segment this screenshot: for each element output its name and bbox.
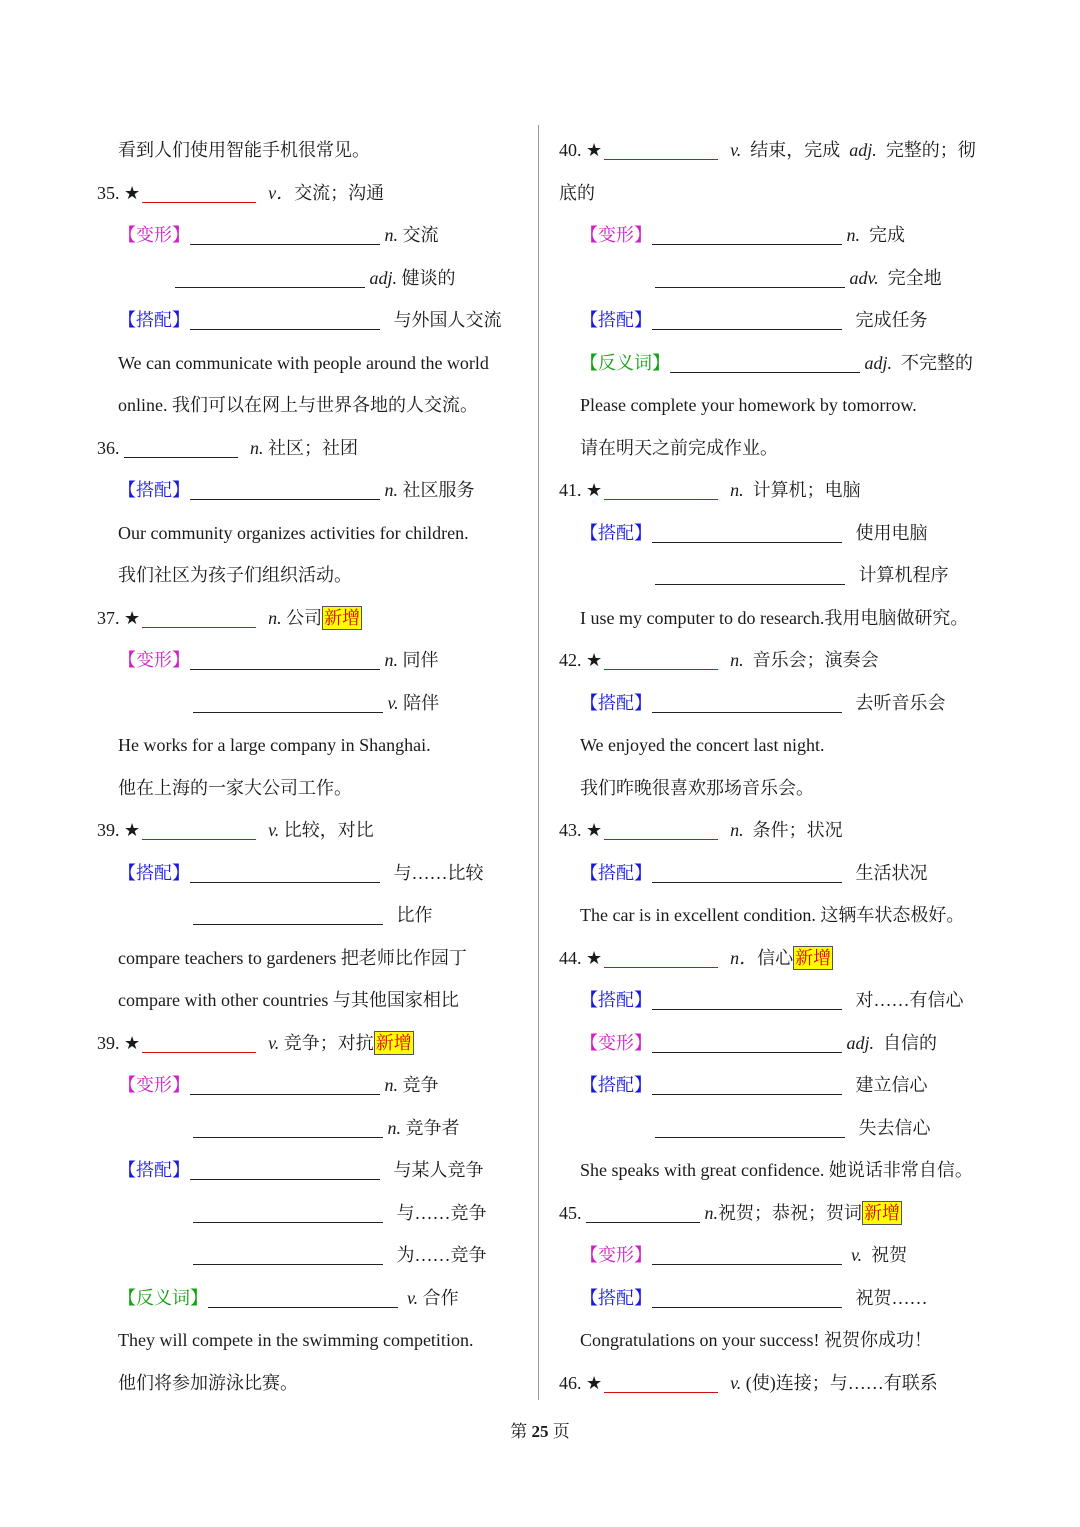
answer-blank[interactable] xyxy=(604,1370,718,1393)
answer-blank[interactable] xyxy=(190,222,380,245)
tag-variant: 【变形】 xyxy=(580,1032,652,1053)
new-badge: 新增 xyxy=(864,1202,900,1223)
answer-blank[interactable] xyxy=(652,690,842,713)
right-column: 40. ★ v. 结束，完成 adj. 完整的；彻 底的 【变形】 n. 完成 adv. 完全地 【搭配】 完成任务 【反义词】 adj. 不完整的 Please complete your homework by tomorrow. 请在明天之前完成作业。 41. ★ n. 计算机；电脑 【搭配】 使用电脑 计算机程序 I use my computer to do research.我用电脑做研究。 42. ★ n. 音乐会；演奏会 【搭配】 去听音乐会 We enjoyed the concert last night. 我们昨晚很喜欢那场音乐会。 43. ★ n. 条件；状况 【搭配】 生活状况 The car is in excellent condition. 这辆车状态极好。 44. ★ n．信心 新增 【搭配】 对……有信心 【变形】 adj. 自信的 【搭配】 建立信心 失去信心 She speaks with great confidence. 她说话非常自信。 45. n.祝贺；恭祝；贺词 新增 【变形】 v. 祝贺 【搭配】 祝贺…… Congratulations on your success! 祝贺你成功！ 46. ★ v. (使)连接；与……有联系 xyxy=(559,128,999,1403)
example-sentence: 我们昨晚很喜欢那场音乐会。 xyxy=(580,777,814,798)
answer-blank[interactable] xyxy=(670,350,860,373)
tag-collocation: 【搭配】 xyxy=(580,990,652,1010)
tag-variant: 【变形】 xyxy=(580,225,652,245)
entry-45: 45. n.祝贺；恭祝；贺词 新增 xyxy=(559,1191,999,1234)
answer-blank[interactable] xyxy=(604,817,718,840)
tag-collocation: 【搭配】 xyxy=(580,522,652,543)
answer-blank[interactable] xyxy=(193,1242,383,1265)
new-badge: 新增 xyxy=(795,947,832,968)
answer-blank[interactable] xyxy=(190,647,380,670)
entry-43: 43. ★ n. 条件；状况 xyxy=(559,808,999,851)
tag-antonym: 【反义词】 xyxy=(580,352,670,373)
new-badge: 新增 xyxy=(324,607,361,628)
answer-blank[interactable] xyxy=(655,562,845,585)
tag-collocation: 【搭配】 xyxy=(580,1287,652,1308)
example-sentence: Our community organizes activities for children. xyxy=(118,522,469,543)
example-sentence: Please complete your homework by tomorrow. xyxy=(580,395,917,415)
page-number: 第 25 页 xyxy=(510,1422,570,1441)
entry-46: 46. ★ v. (使)连接；与……有联系 xyxy=(559,1361,999,1404)
answer-blank[interactable] xyxy=(175,265,365,288)
answer-blank[interactable] xyxy=(655,265,845,288)
entry-44: 44. ★ n．信心 新增 xyxy=(559,936,999,979)
entry-39a: 39. ★ v. 比较，对比 xyxy=(97,808,527,851)
answer-blank[interactable] xyxy=(193,1200,383,1223)
tag-variant: 【变形】 xyxy=(118,650,190,670)
example-sentence: Congratulations on your success! 祝贺你成功！ xyxy=(580,1330,932,1350)
left-column: 看到人们使用智能手机很常见。 35. ★ v．交流；沟通 【变形】 n. 交流 adj. 健谈的 【搭配】 与外国人交流 We can communicate with people around the world online. 我们可以在网上与世界各地的人交流。 36. n. 社区；社团 【搭配】 n. 社区服务 Our community organizes activities for children. 我们社区为孩子们组织活动。 37. ★ n. 公司 新增 【变形】 n. 同伴 v. 陪伴 He works for a large company in Shanghai. 他在上海的一家大公司工作。 39. ★ v. 比较，对比 【搭配】 与……比较 比作 compare teachers to gardeners 把老师比作园丁 compare with other countries 与其他国家相比 39. ★ v. 竞争；对抗 新增 【变形】 n. 竞争 n. 竞争者 【搭配】 与某人竞争 与……竞争 为……竞争 【反义词】 v. 合作 They will compete in the swimming competition. 他们将参加游泳比赛。 xyxy=(97,128,527,1403)
answer-blank[interactable] xyxy=(193,1115,383,1138)
example-sentence: We can communicate with people around the world xyxy=(118,352,489,373)
answer-blank[interactable] xyxy=(193,690,383,713)
example-sentence: We enjoyed the concert last night. xyxy=(580,735,825,755)
entry-41: 41. ★ n. 计算机；电脑 xyxy=(559,468,999,511)
answer-blank[interactable] xyxy=(142,605,256,628)
answer-blank[interactable] xyxy=(190,307,380,330)
tag-variant: 【变形】 xyxy=(118,225,190,245)
tag-variant: 【变形】 xyxy=(118,1075,190,1095)
answer-blank[interactable] xyxy=(604,647,718,670)
entry-42: 42. ★ n. 音乐会；演奏会 xyxy=(559,638,999,681)
answer-blank[interactable] xyxy=(142,1030,256,1053)
answer-blank[interactable] xyxy=(124,435,238,458)
tag-collocation: 【搭配】 xyxy=(118,862,190,883)
tag-collocation: 【搭配】 xyxy=(580,862,652,883)
example-sentence: compare teachers to gardeners 把老师比作园丁 xyxy=(118,947,467,968)
answer-blank[interactable] xyxy=(190,860,380,883)
example-sentence: 请在明天之前完成作业。 xyxy=(580,437,778,458)
tag-collocation: 【搭配】 xyxy=(580,310,652,330)
tag-collocation: 【搭配】 xyxy=(580,692,652,713)
answer-blank[interactable] xyxy=(652,307,842,330)
answer-blank[interactable] xyxy=(604,137,718,160)
column-divider xyxy=(538,125,539,1400)
tag-collocation: 【搭配】 xyxy=(118,310,190,330)
tag-collocation: 【搭配】 xyxy=(118,480,190,500)
answer-blank[interactable] xyxy=(604,945,718,968)
answer-blank[interactable] xyxy=(652,1242,842,1265)
tag-antonym: 【反义词】 xyxy=(118,1287,208,1308)
tag-collocation: 【搭配】 xyxy=(118,1160,190,1180)
example-sentence: The car is in excellent condition. 这辆车状态极好。 xyxy=(580,905,965,925)
answer-blank[interactable] xyxy=(652,1072,842,1095)
answer-blank[interactable] xyxy=(193,902,383,925)
answer-blank[interactable] xyxy=(142,817,256,840)
answer-blank[interactable] xyxy=(190,1157,380,1180)
example-sentence: He works for a large company in Shanghai. xyxy=(118,735,431,755)
answer-blank[interactable] xyxy=(208,1285,398,1308)
example-sentence: online. 我们可以在网上与世界各地的人交流。 xyxy=(118,395,478,415)
tag-variant: 【变形】 xyxy=(580,1245,652,1265)
answer-blank[interactable] xyxy=(190,477,380,500)
example-sentence: compare with other countries 与其他国家相比 xyxy=(118,990,459,1010)
entry-37: 37. ★ n. 公司 新增 xyxy=(97,596,527,639)
example-sentence: She speaks with great confidence. 她说话非常自信。 xyxy=(580,1160,973,1180)
entry-39b: 39. ★ v. 竞争；对抗 新增 xyxy=(97,1021,527,1064)
answer-blank[interactable] xyxy=(652,987,842,1010)
entry-35: 35. ★ v．交流；沟通 xyxy=(97,171,527,214)
answer-blank[interactable] xyxy=(655,1115,845,1138)
entry-40: 40. ★ v. 结束，完成 adj. 完整的；彻 xyxy=(559,128,999,171)
answer-blank[interactable] xyxy=(652,860,842,883)
example-sentence: 他们将参加游泳比赛。 xyxy=(118,1372,298,1393)
answer-blank[interactable] xyxy=(190,1072,380,1095)
example-sentence: I use my computer to do research.我用电脑做研究。 xyxy=(580,607,969,628)
entry-36: 36. n. 社区；社团 xyxy=(97,426,527,469)
example-sentence: 他在上海的一家大公司工作。 xyxy=(118,777,352,798)
answer-blank[interactable] xyxy=(604,477,718,500)
example-sentence: 我们社区为孩子们组织活动。 xyxy=(118,565,352,585)
answer-blank[interactable] xyxy=(652,1285,842,1308)
new-badge: 新增 xyxy=(375,1032,412,1053)
answer-blank[interactable] xyxy=(586,1200,700,1223)
answer-blank[interactable] xyxy=(652,520,842,543)
answer-blank[interactable] xyxy=(142,180,256,203)
answer-blank[interactable] xyxy=(652,1030,842,1053)
sentence-translation: 看到人们使用智能手机很常见。 xyxy=(118,140,370,160)
tag-collocation: 【搭配】 xyxy=(580,1075,652,1095)
answer-blank[interactable] xyxy=(652,222,842,245)
example-sentence: They will compete in the swimming competition. xyxy=(118,1330,474,1350)
